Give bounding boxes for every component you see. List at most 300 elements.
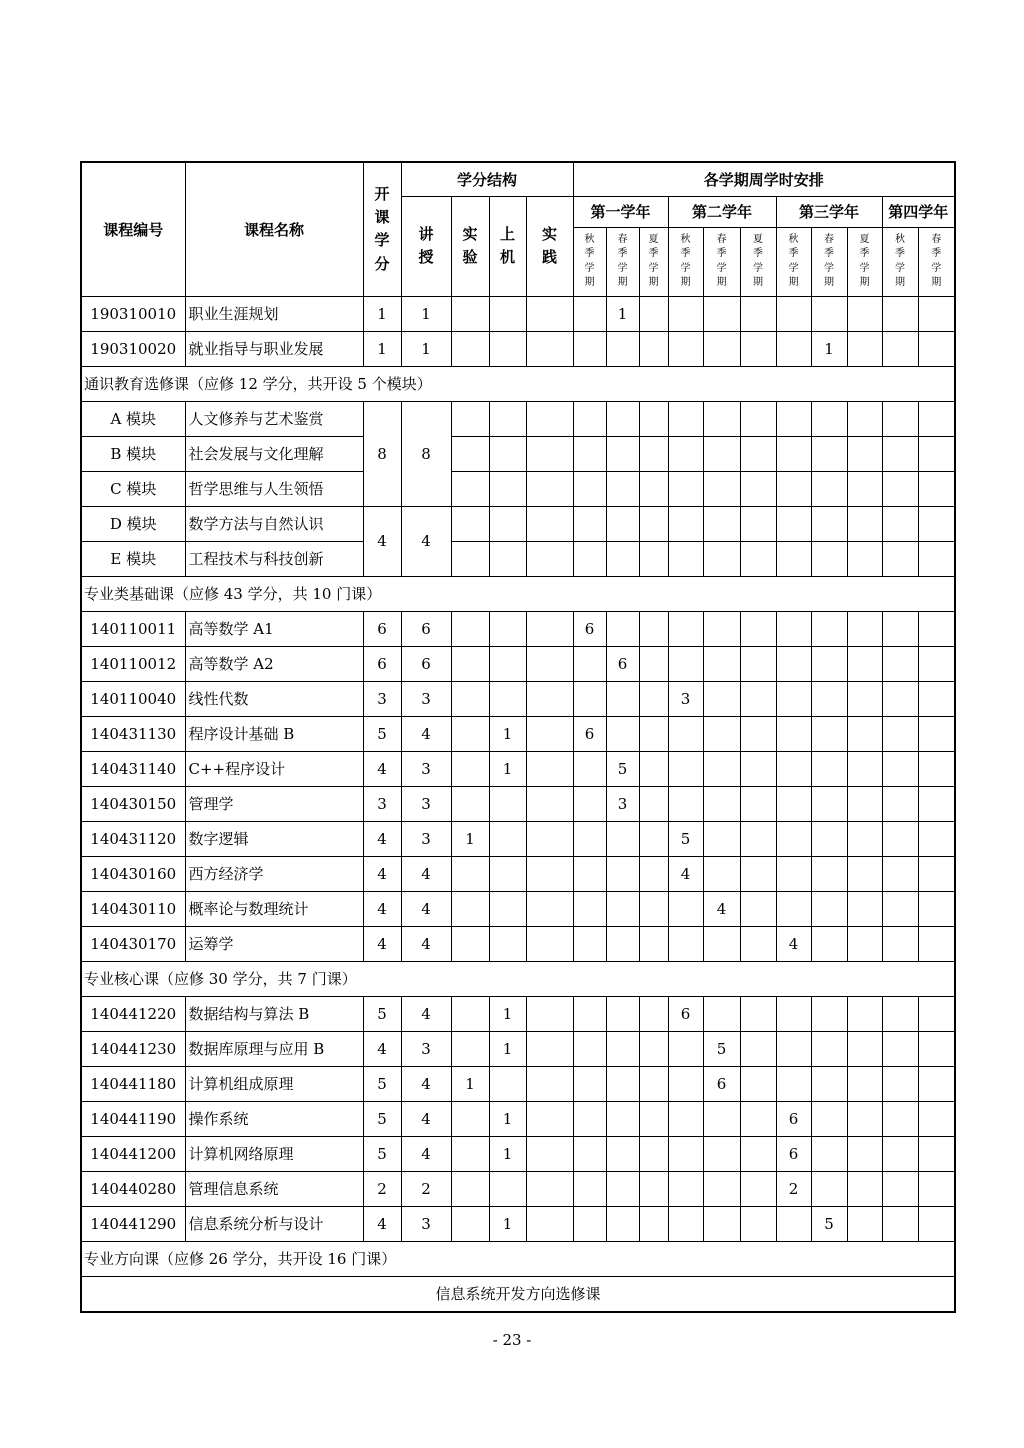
term-hours (740, 681, 776, 716)
empty-cell (776, 506, 811, 541)
term-hours (668, 716, 703, 751)
empty-cell (703, 401, 740, 436)
term-hours (639, 716, 668, 751)
empty-cell (847, 436, 882, 471)
course-credit: 4 (363, 856, 401, 891)
course-name: 高等数学 A1 (185, 611, 363, 646)
term-hours: 2 (776, 1171, 811, 1206)
computer-credit (489, 856, 526, 891)
term-hours (918, 1206, 955, 1241)
term-hours (882, 331, 918, 366)
term-hours (811, 716, 847, 751)
term-hours (703, 716, 740, 751)
term-hours (776, 1031, 811, 1066)
term-hours (703, 1206, 740, 1241)
experiment-credit (451, 331, 489, 366)
term-hours (847, 1031, 882, 1066)
empty-cell (847, 506, 882, 541)
course-credit: 1 (363, 296, 401, 331)
empty-cell (668, 506, 703, 541)
course-credit: 5 (363, 716, 401, 751)
lecture-credit: 3 (401, 1031, 451, 1066)
term-hours (639, 786, 668, 821)
practice-credit (526, 751, 573, 786)
term-hours (639, 646, 668, 681)
term-hours (882, 751, 918, 786)
term-hours (776, 646, 811, 681)
computer-credit (489, 821, 526, 856)
term-hours (847, 786, 882, 821)
term-hours (740, 821, 776, 856)
section-basic-courses: 专业类基础课（应修 43 学分，共 10 门课） (81, 576, 955, 611)
empty-cell (740, 471, 776, 506)
course-code: 140441230 (81, 1031, 185, 1066)
term-hours (882, 786, 918, 821)
header-credit-structure: 学分结构 (401, 162, 573, 196)
lecture-credit: 4 (401, 1101, 451, 1136)
term-hours (811, 821, 847, 856)
term-hours (776, 751, 811, 786)
term-hours (740, 1066, 776, 1101)
experiment-credit (451, 786, 489, 821)
term-hours (847, 1171, 882, 1206)
term-hours: 4 (703, 891, 740, 926)
course-code: 140431120 (81, 821, 185, 856)
computer-credit (489, 331, 526, 366)
term-hours (573, 786, 606, 821)
experiment-credit (451, 751, 489, 786)
header-year-2: 第二学年 (668, 196, 776, 227)
practice-credit (526, 1136, 573, 1171)
experiment-credit (451, 611, 489, 646)
empty-cell (847, 541, 882, 576)
practice-credit (526, 1066, 573, 1101)
term-hours (606, 996, 639, 1031)
lecture-credit: 4 (401, 926, 451, 961)
term-hours (918, 611, 955, 646)
term-hours (606, 611, 639, 646)
empty-cell (811, 401, 847, 436)
term-hours (776, 1066, 811, 1101)
computer-credit: 1 (489, 751, 526, 786)
term-hours: 6 (573, 716, 606, 751)
term-hours (776, 296, 811, 331)
term-hours: 4 (668, 856, 703, 891)
course-name: 就业指导与职业发展 (185, 331, 363, 366)
term-hours (847, 681, 882, 716)
empty-cell (489, 436, 526, 471)
header-year-1: 第一学年 (573, 196, 668, 227)
term-hours (918, 821, 955, 856)
term-hours (606, 1206, 639, 1241)
term-hours (811, 646, 847, 681)
lecture-credit: 1 (401, 296, 451, 331)
course-code: 140110012 (81, 646, 185, 681)
empty-cell (811, 471, 847, 506)
section-general-electives: 通识教育选修课（应修 12 学分，共开设 5 个模块） (81, 366, 955, 401)
empty-cell (918, 506, 955, 541)
term-hours (606, 856, 639, 891)
term-hours: 5 (668, 821, 703, 856)
term-hours (639, 1136, 668, 1171)
header-practice: 实践 (526, 196, 573, 296)
term-hours: 3 (606, 786, 639, 821)
term-hours (918, 681, 955, 716)
empty-cell (668, 436, 703, 471)
term-hours (639, 1066, 668, 1101)
term-hours (606, 1066, 639, 1101)
term-hours (882, 1171, 918, 1206)
computer-credit: 1 (489, 1206, 526, 1241)
experiment-credit (451, 996, 489, 1031)
term-hours (847, 821, 882, 856)
module-code: D 模块 (81, 506, 185, 541)
term-hours (740, 1136, 776, 1171)
term-hours (882, 856, 918, 891)
header-term: 夏季学期 (847, 227, 882, 296)
term-hours (740, 1031, 776, 1066)
empty-cell (451, 471, 489, 506)
term-hours (703, 611, 740, 646)
practice-credit (526, 681, 573, 716)
module-name: 工程技术与科技创新 (185, 541, 363, 576)
module-code: C 模块 (81, 471, 185, 506)
lecture-credit: 3 (401, 821, 451, 856)
course-row (81, 331, 955, 366)
course-name: 管理学 (185, 786, 363, 821)
section-core-courses: 专业核心课（应修 30 学分，共 7 门课） (81, 961, 955, 996)
experiment-credit (451, 891, 489, 926)
term-hours (573, 1066, 606, 1101)
term-hours (918, 716, 955, 751)
term-hours (847, 856, 882, 891)
term-hours (703, 331, 740, 366)
empty-cell (918, 471, 955, 506)
header-experiment: 实验 (451, 196, 489, 296)
term-hours (847, 296, 882, 331)
term-hours (573, 681, 606, 716)
computer-credit (489, 296, 526, 331)
term-hours (639, 891, 668, 926)
computer-credit: 1 (489, 716, 526, 751)
term-hours: 5 (811, 1206, 847, 1241)
module-row (81, 401, 955, 436)
lecture-credit: 3 (401, 681, 451, 716)
term-hours (703, 856, 740, 891)
empty-cell (573, 506, 606, 541)
practice-credit (526, 891, 573, 926)
computer-credit: 1 (489, 1101, 526, 1136)
course-row (81, 1101, 955, 1136)
term-hours (918, 926, 955, 961)
module-name: 数学方法与自然认识 (185, 506, 363, 541)
term-hours: 6 (703, 1066, 740, 1101)
term-hours (740, 1206, 776, 1241)
practice-credit (526, 786, 573, 821)
header-term: 秋季学期 (776, 227, 811, 296)
term-hours (639, 856, 668, 891)
lecture-credit: 6 (401, 611, 451, 646)
course-credit: 5 (363, 1066, 401, 1101)
practice-credit (526, 856, 573, 891)
computer-credit (489, 926, 526, 961)
term-hours (703, 926, 740, 961)
module-name: 人文修养与艺术鉴赏 (185, 401, 363, 436)
term-hours (882, 1031, 918, 1066)
course-credit: 5 (363, 1101, 401, 1136)
course-credit: 4 (363, 891, 401, 926)
term-hours (882, 821, 918, 856)
empty-cell (740, 436, 776, 471)
course-credit: 6 (363, 611, 401, 646)
practice-credit (526, 331, 573, 366)
term-hours (668, 926, 703, 961)
term-hours (882, 926, 918, 961)
course-credit: 3 (363, 786, 401, 821)
course-credit: 3 (363, 681, 401, 716)
term-hours (606, 681, 639, 716)
term-hours (573, 821, 606, 856)
empty-cell (606, 436, 639, 471)
term-hours (703, 751, 740, 786)
empty-cell (918, 436, 955, 471)
course-row (81, 926, 955, 961)
term-hours (740, 716, 776, 751)
term-hours (776, 681, 811, 716)
lecture-credit: 4 (401, 1136, 451, 1171)
module-name: 哲学思维与人生领悟 (185, 471, 363, 506)
term-hours: 1 (811, 331, 847, 366)
empty-cell (882, 541, 918, 576)
course-credit: 4 (363, 1206, 401, 1241)
term-hours (811, 1101, 847, 1136)
empty-cell (489, 506, 526, 541)
term-hours (639, 681, 668, 716)
empty-cell (573, 401, 606, 436)
course-code: 140431140 (81, 751, 185, 786)
empty-cell (740, 506, 776, 541)
course-credit: 4 (363, 1031, 401, 1066)
header-term: 夏季学期 (639, 227, 668, 296)
term-hours (811, 786, 847, 821)
module-code: B 模块 (81, 436, 185, 471)
term-hours (740, 996, 776, 1031)
empty-cell (451, 436, 489, 471)
module-credit: 8 (363, 401, 401, 506)
computer-credit (489, 1066, 526, 1101)
module-name: 社会发展与文化理解 (185, 436, 363, 471)
module-row (81, 506, 955, 541)
term-hours (847, 926, 882, 961)
term-hours (668, 646, 703, 681)
term-hours (740, 331, 776, 366)
term-hours (606, 1136, 639, 1171)
term-hours (573, 856, 606, 891)
term-hours (918, 891, 955, 926)
practice-credit (526, 716, 573, 751)
module-lecture: 4 (401, 506, 451, 576)
course-code: 140441200 (81, 1136, 185, 1171)
empty-cell (918, 541, 955, 576)
empty-cell (740, 401, 776, 436)
term-hours (918, 1101, 955, 1136)
empty-cell (740, 541, 776, 576)
section-direction-courses: 专业方向课（应修 26 学分，共开设 16 门课） (81, 1241, 955, 1276)
course-row (81, 1031, 955, 1066)
term-hours (740, 856, 776, 891)
lecture-credit: 4 (401, 1066, 451, 1101)
course-credit: 5 (363, 1136, 401, 1171)
course-code: 140441190 (81, 1101, 185, 1136)
computer-credit (489, 646, 526, 681)
course-name: 操作系统 (185, 1101, 363, 1136)
course-credit: 1 (363, 331, 401, 366)
empty-cell (526, 541, 573, 576)
lecture-credit: 4 (401, 891, 451, 926)
curriculum-table (80, 161, 956, 1313)
term-hours (573, 646, 606, 681)
computer-credit (489, 891, 526, 926)
empty-cell (668, 541, 703, 576)
course-name: 计算机网络原理 (185, 1136, 363, 1171)
term-hours (918, 856, 955, 891)
experiment-credit (451, 681, 489, 716)
term-hours (703, 1136, 740, 1171)
course-code: 140430150 (81, 786, 185, 821)
term-hours (882, 296, 918, 331)
term-hours (573, 296, 606, 331)
term-hours (740, 611, 776, 646)
term-hours (573, 331, 606, 366)
term-hours (847, 891, 882, 926)
term-hours (847, 1066, 882, 1101)
lecture-credit: 6 (401, 646, 451, 681)
term-hours (668, 611, 703, 646)
term-hours (740, 646, 776, 681)
term-hours (740, 926, 776, 961)
term-hours (847, 716, 882, 751)
term-hours (668, 1206, 703, 1241)
course-name: 数据库原理与应用 B (185, 1031, 363, 1066)
module-row (81, 436, 955, 471)
empty-cell (703, 506, 740, 541)
term-hours (639, 926, 668, 961)
term-hours (811, 1171, 847, 1206)
term-hours (918, 1031, 955, 1066)
term-hours (573, 996, 606, 1031)
practice-credit (526, 296, 573, 331)
term-hours (573, 891, 606, 926)
course-code: 140430170 (81, 926, 185, 961)
term-hours: 5 (606, 751, 639, 786)
empty-cell (918, 401, 955, 436)
empty-cell (573, 471, 606, 506)
term-hours (811, 856, 847, 891)
term-hours (811, 926, 847, 961)
course-row (81, 296, 955, 331)
course-code: 190310010 (81, 296, 185, 331)
empty-cell (847, 471, 882, 506)
term-hours (811, 1066, 847, 1101)
computer-credit (489, 611, 526, 646)
module-credit: 4 (363, 506, 401, 576)
term-hours: 6 (776, 1101, 811, 1136)
experiment-credit (451, 1031, 489, 1066)
header-term: 春季学期 (703, 227, 740, 296)
course-credit: 2 (363, 1171, 401, 1206)
header-computer: 上机 (489, 196, 526, 296)
empty-cell (847, 401, 882, 436)
empty-cell (776, 471, 811, 506)
header-term-schedule: 各学期周学时安排 (573, 162, 955, 196)
lecture-credit: 3 (401, 1206, 451, 1241)
course-code: 140110011 (81, 611, 185, 646)
course-name: 计算机组成原理 (185, 1066, 363, 1101)
empty-cell (639, 436, 668, 471)
term-hours (639, 751, 668, 786)
term-hours (740, 751, 776, 786)
empty-cell (668, 471, 703, 506)
experiment-credit (451, 1206, 489, 1241)
practice-credit (526, 1101, 573, 1136)
term-hours (573, 1206, 606, 1241)
course-name: 线性代数 (185, 681, 363, 716)
term-hours (606, 821, 639, 856)
course-credit: 4 (363, 926, 401, 961)
term-hours (573, 1171, 606, 1206)
term-hours (639, 611, 668, 646)
term-hours (776, 786, 811, 821)
practice-credit (526, 996, 573, 1031)
term-hours: 6 (668, 996, 703, 1031)
course-row (81, 821, 955, 856)
term-hours (668, 1136, 703, 1171)
term-hours (740, 891, 776, 926)
practice-credit (526, 611, 573, 646)
term-hours (639, 996, 668, 1031)
term-hours (740, 296, 776, 331)
header-term: 秋季学期 (882, 227, 918, 296)
empty-cell (776, 541, 811, 576)
term-hours (668, 891, 703, 926)
term-hours (811, 611, 847, 646)
empty-cell (703, 541, 740, 576)
course-code: 140440280 (81, 1171, 185, 1206)
term-hours (606, 1171, 639, 1206)
empty-cell (882, 471, 918, 506)
empty-cell (639, 401, 668, 436)
header-credit: 开课学分 (363, 162, 401, 296)
term-hours (740, 1171, 776, 1206)
empty-cell (606, 506, 639, 541)
term-hours: 6 (606, 646, 639, 681)
course-name: 西方经济学 (185, 856, 363, 891)
practice-credit (526, 1031, 573, 1066)
term-hours (639, 821, 668, 856)
term-hours (668, 331, 703, 366)
empty-cell (882, 506, 918, 541)
term-hours (740, 786, 776, 821)
empty-cell (526, 506, 573, 541)
empty-cell (606, 401, 639, 436)
course-code: 140431130 (81, 716, 185, 751)
lecture-credit: 3 (401, 751, 451, 786)
empty-cell (703, 471, 740, 506)
term-hours (776, 1206, 811, 1241)
header-course-code: 课程编号 (81, 162, 185, 296)
term-hours (918, 1136, 955, 1171)
empty-cell (526, 471, 573, 506)
